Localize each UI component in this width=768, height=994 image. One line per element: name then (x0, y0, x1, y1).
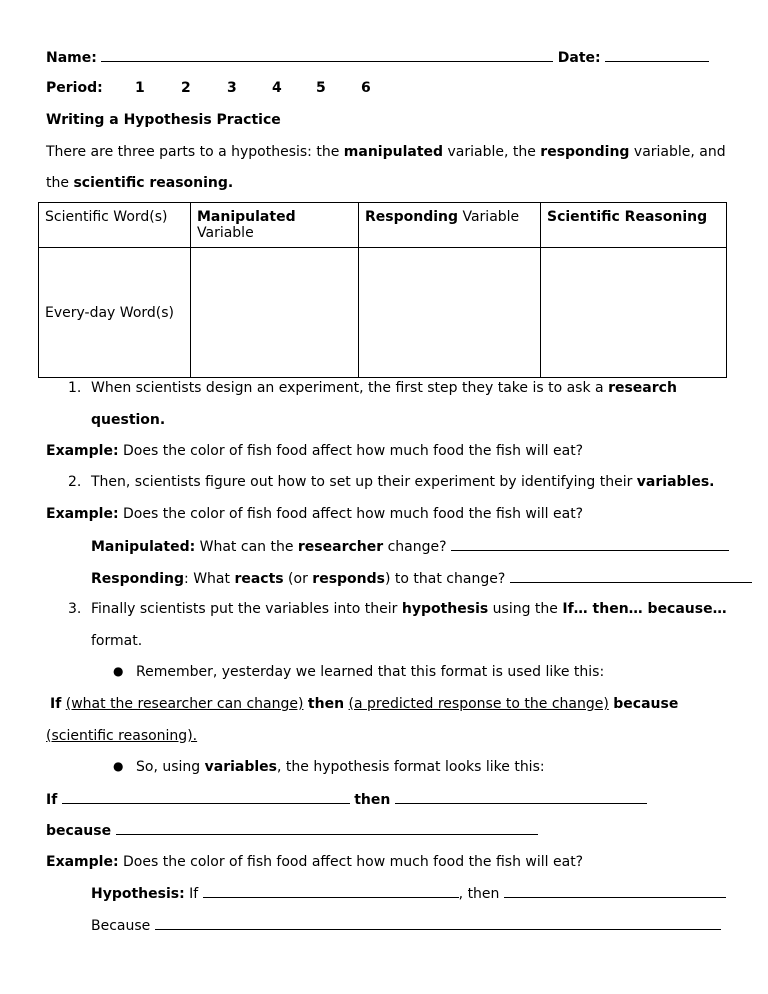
period-option-2[interactable]: 2 (181, 80, 191, 96)
format2-then: then (354, 792, 391, 808)
table-header-manipulated-bold: Manipulated (197, 209, 296, 225)
intro-text: the (46, 175, 74, 191)
hypothesis-because-blank[interactable] (155, 916, 721, 930)
format2-if: If (46, 792, 58, 808)
format2-if-blank[interactable] (62, 790, 350, 804)
step-2-bold: variables. (636, 474, 715, 490)
step-3-number: 3. (68, 601, 82, 617)
date-blank[interactable] (605, 48, 709, 62)
table-everyday-label: Every-day Word(s) (45, 304, 174, 321)
period-option-4[interactable]: 4 (272, 80, 282, 96)
example-label: Example: (46, 854, 119, 870)
bullet-2-variables: variables (204, 759, 277, 775)
period-option-5[interactable]: 5 (316, 80, 326, 96)
format2-because: because (46, 823, 112, 839)
bullet-2-body: , the hypothesis format looks like this: (277, 759, 545, 775)
example-3 (46, 853, 583, 871)
intro-text: There are three parts to a hypothesis: the (46, 144, 344, 160)
bullet-1-text: Remember, yesterday we learned that this format is used like this: (136, 664, 605, 680)
table-header-scientific-words: Scientific Word(s) (39, 203, 191, 248)
intro-scientific-reasoning: scientific reasoning. (73, 175, 234, 191)
responding-row (91, 569, 752, 588)
name-label: Name: (46, 50, 97, 66)
format-manipulated-desc: (what the researcher can change) (65, 696, 304, 712)
period-option-6[interactable]: 6 (361, 80, 371, 96)
hypothesis-then-blank[interactable] (504, 884, 726, 898)
intro-line-1 (46, 143, 726, 161)
bullet-icon: ● (113, 664, 124, 678)
responding-blank[interactable] (510, 569, 752, 583)
format2-if-then-row (46, 790, 647, 809)
table-header-text: Variable (197, 225, 254, 241)
table-cell-reasoning[interactable] (541, 248, 727, 378)
step-3-body: Finally scientists put the variables into their (91, 601, 402, 617)
period-option-1[interactable]: 1 (135, 80, 145, 96)
example-1 (46, 442, 583, 460)
format-reasoning-desc: (scientific reasoning). (46, 728, 198, 744)
table-header-text: Variable (458, 209, 520, 225)
step-1-number: 1. (68, 380, 82, 396)
hypothesis-because: Because (91, 918, 151, 934)
responding-label: Responding (91, 571, 185, 587)
manipulated-researcher: researcher (297, 539, 384, 555)
format-line (50, 695, 678, 713)
hypothesis-if-blank[interactable] (203, 884, 459, 898)
responding-text: (or (283, 571, 313, 587)
step-3-text (91, 600, 727, 618)
intro-responding: responding (540, 144, 630, 160)
example-text: Does the color of fish food affect how much food the fish will eat? (118, 443, 584, 459)
step-1-text (91, 379, 677, 397)
format2-because-row (46, 821, 538, 840)
format2-then-blank[interactable] (395, 790, 647, 804)
hypothesis-because-row (91, 916, 721, 935)
format2-because-blank[interactable] (116, 821, 538, 835)
manipulated-blank[interactable] (451, 537, 729, 551)
step-2-text (91, 473, 715, 491)
responding-reacts: reacts (234, 571, 284, 587)
worksheet-title: Writing a Hypothesis Practice (46, 112, 281, 128)
table-header-responding (359, 203, 541, 248)
responding-responds: responds (312, 571, 385, 587)
step-2-number: 2. (68, 474, 82, 490)
manipulated-label: Manipulated: (91, 539, 196, 555)
period-label: Period: (46, 80, 103, 96)
step-3-format-keywords: If… then… because… (562, 601, 727, 617)
step-1-bold-continued: question. (91, 412, 166, 428)
hypothesis-if: If (184, 886, 199, 902)
example-label: Example: (46, 443, 119, 459)
example-text: Does the color of fish food affect how much food the fish will eat? (118, 854, 584, 870)
hypothesis-label: Hypothesis: (91, 886, 185, 902)
date-label: Date: (557, 50, 601, 66)
intro-text: variable, and (629, 144, 726, 160)
step-1-body: When scientists design an experiment, the first step they take is to ask a (91, 380, 609, 396)
format-because: because (613, 696, 679, 712)
manipulated-text: change? (383, 539, 447, 555)
hypothesis-row (91, 884, 726, 903)
step-3-continued: format. (91, 633, 143, 649)
format-responding-desc: (a predicted response to the change) (348, 696, 609, 712)
period-row (46, 79, 103, 97)
bullet-icon: ● (113, 759, 124, 773)
hypothesis-then: , then (458, 886, 500, 902)
period-option-3[interactable]: 3 (227, 80, 237, 96)
step-2-body: Then, scientists figure out how to set up their experiment by identifying their (91, 474, 637, 490)
step-3-hypothesis: hypothesis (401, 601, 489, 617)
manipulated-text: What can the (195, 539, 298, 555)
step-1-bold: research (608, 380, 677, 396)
name-blank[interactable] (101, 48, 553, 62)
intro-text: variable, the (443, 144, 541, 160)
example-label: Example: (46, 506, 119, 522)
example-text: Does the color of fish food affect how much food the fish will eat? (118, 506, 584, 522)
table-header-scientific-reasoning (541, 203, 727, 248)
intro-line-2 (46, 174, 233, 192)
example-2 (46, 505, 583, 523)
format-then: then (307, 696, 345, 712)
manipulated-row (91, 537, 729, 556)
intro-manipulated: manipulated (343, 144, 444, 160)
name-date-row (46, 48, 709, 67)
table-row-label-everyday (39, 248, 191, 378)
responding-text: : What (184, 571, 235, 587)
step-3-body: using the (488, 601, 563, 617)
bullet-2-text (136, 758, 545, 776)
table-cell-responding[interactable] (359, 248, 541, 378)
format-if: If (50, 696, 62, 712)
table-header-responding-bold: Responding (365, 209, 459, 225)
table-header-reasoning-bold: Scientific Reasoning (547, 209, 708, 225)
table-header-manipulated (191, 203, 359, 248)
responding-text: ) to that change? (385, 571, 506, 587)
bullet-2-body: So, using (136, 759, 205, 775)
variables-table (38, 202, 727, 378)
table-cell-manipulated[interactable] (191, 248, 359, 378)
